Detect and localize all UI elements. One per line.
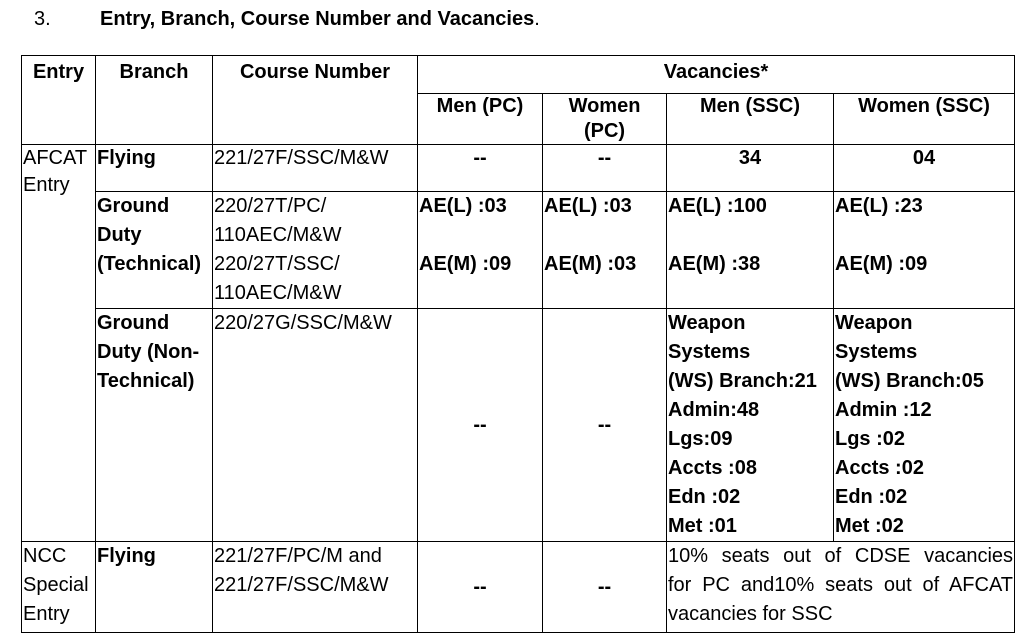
gdt-men-pc-aem: AE(M) :09 xyxy=(419,253,512,275)
gdt-course-line3: 220/27T/SSC/ xyxy=(214,253,340,275)
cell-branch-ground-non-technical xyxy=(96,309,213,542)
cell-gdnt-men-ssc xyxy=(667,309,834,542)
cell-course-flying: 221/27F/SSC/M&W xyxy=(213,145,418,192)
gdnt-men-ssc-line: Systems xyxy=(668,341,751,363)
cell-ncc-men-pc: -- xyxy=(418,542,543,633)
cell-ncc-women-pc: -- xyxy=(543,542,667,633)
header-men-pc: Men (PC) xyxy=(418,94,543,145)
section-title-period: . xyxy=(534,8,540,30)
gdt-women-ssc-aem: AE(M) :09 xyxy=(835,253,928,275)
gdnt-women-ssc-line: Weapon xyxy=(835,312,913,334)
cell-flying-men-ssc: 34 xyxy=(667,145,834,192)
cell-branch-ground-technical xyxy=(96,192,213,309)
gdnt-women-ssc-line: Met :02 xyxy=(835,515,904,537)
cell-afcat-entry xyxy=(22,145,96,542)
afcat-entry-line1: AFCAT xyxy=(23,147,88,169)
gdnt-branch-line2: Duty (Non- xyxy=(97,341,200,363)
cell-flying-women-ssc: 04 xyxy=(834,145,1015,192)
ncc-note-line3: vacancies for SSC xyxy=(668,603,833,625)
gdnt-women-ssc-line: Edn :02 xyxy=(835,486,908,508)
section-heading xyxy=(34,6,540,32)
section-title: Entry, Branch, Course Number and Vacancies xyxy=(100,8,535,30)
gdt-branch-line3: (Technical) xyxy=(97,253,202,275)
ncc-entry-line1: NCC xyxy=(23,545,67,567)
cell-ncc-entry xyxy=(22,542,96,633)
ncc-entry-line3: Entry xyxy=(23,603,70,625)
ncc-course-line1: 221/27F/PC/M and xyxy=(214,545,382,567)
afcat-entry-line2: Entry xyxy=(23,174,70,196)
gdnt-branch-line3: Technical) xyxy=(97,370,195,392)
gdnt-branch-line1: Ground xyxy=(97,312,170,334)
cell-gdnt-women-pc: -- xyxy=(543,309,667,542)
header-vacancies: Vacancies* xyxy=(418,56,1015,94)
gdnt-men-ssc-line: Lgs:09 xyxy=(668,428,733,450)
header-women-ssc: Women (SSC) xyxy=(834,94,1015,145)
gdnt-women-ssc-line: Systems xyxy=(835,341,918,363)
ncc-note-line1: 10% seats out of CDSE vacancies xyxy=(668,545,1014,567)
ncc-entry-line2: Special xyxy=(23,574,89,596)
cell-ncc-course xyxy=(213,542,418,633)
cell-ncc-ssc-note xyxy=(667,542,1015,633)
cell-gdnt-women-ssc xyxy=(834,309,1015,542)
header-course-number: Course Number xyxy=(213,56,418,145)
header-women-pc xyxy=(543,94,667,145)
gdt-course-line4: 110AEC/M&W xyxy=(214,282,342,304)
cell-branch-flying: Flying xyxy=(96,145,213,192)
gdnt-men-ssc-line: Weapon xyxy=(668,312,746,334)
header-row-1 xyxy=(22,56,1015,94)
table-row-ground-technical xyxy=(22,192,1015,309)
cell-course-ground-technical xyxy=(213,192,418,309)
ncc-course-line2: 221/27F/SSC/M&W xyxy=(214,574,389,596)
ncc-note-line2: for PC and10% seats out of AFCAT xyxy=(668,574,1014,596)
cell-gdt-men-ssc xyxy=(667,192,834,309)
gdt-branch-line1: Ground xyxy=(97,195,170,217)
gdnt-men-ssc-line: Admin:48 xyxy=(668,399,760,421)
section-number: 3. xyxy=(34,8,51,30)
gdt-women-pc-ael: AE(L) :03 xyxy=(544,195,632,217)
gdt-men-ssc-ael: AE(L) :100 xyxy=(668,195,767,217)
gdt-course-line1: 220/27T/PC/ xyxy=(214,195,327,217)
table-row-ncc-flying xyxy=(22,542,1015,633)
gdt-women-pc-aem: AE(M) :03 xyxy=(544,253,637,275)
gdt-branch-line2: Duty xyxy=(97,224,142,246)
table-row-afcat-flying xyxy=(22,145,1015,192)
cell-gdt-women-pc xyxy=(543,192,667,309)
header-women-pc-line1: Women xyxy=(568,95,641,117)
cell-flying-men-pc: -- xyxy=(418,145,543,192)
gdnt-women-ssc-line: Admin :12 xyxy=(835,399,932,421)
gdnt-women-ssc-line: Lgs :02 xyxy=(835,428,906,450)
gdnt-men-ssc-line: (WS) Branch:21 xyxy=(668,370,817,392)
vacancies-table xyxy=(21,55,1015,633)
cell-gdnt-men-pc: -- xyxy=(418,309,543,542)
header-men-ssc: Men (SSC) xyxy=(667,94,834,145)
cell-gdt-men-pc xyxy=(418,192,543,309)
cell-flying-women-pc: -- xyxy=(543,145,667,192)
header-women-pc-line2: (PC) xyxy=(583,120,626,142)
gdnt-men-ssc-line: Met :01 xyxy=(668,515,737,537)
gdnt-men-ssc-line: Accts :08 xyxy=(668,457,757,479)
gdt-women-ssc-ael: AE(L) :23 xyxy=(835,195,923,217)
header-branch: Branch xyxy=(96,56,213,145)
gdnt-women-ssc-line: (WS) Branch:05 xyxy=(835,370,984,392)
cell-course-ground-non-technical: 220/27G/SSC/M&W xyxy=(213,309,418,542)
gdt-men-pc-ael: AE(L) :03 xyxy=(419,195,507,217)
gdnt-men-ssc-line: Edn :02 xyxy=(668,486,741,508)
gdt-men-ssc-aem: AE(M) :38 xyxy=(668,253,761,275)
header-entry: Entry xyxy=(22,56,96,145)
cell-ncc-branch: Flying xyxy=(96,542,213,633)
gdnt-women-ssc-line: Accts :02 xyxy=(835,457,924,479)
table-row-ground-non-technical xyxy=(22,309,1015,542)
cell-gdt-women-ssc xyxy=(834,192,1015,309)
gdt-course-line2: 110AEC/M&W xyxy=(214,224,342,246)
